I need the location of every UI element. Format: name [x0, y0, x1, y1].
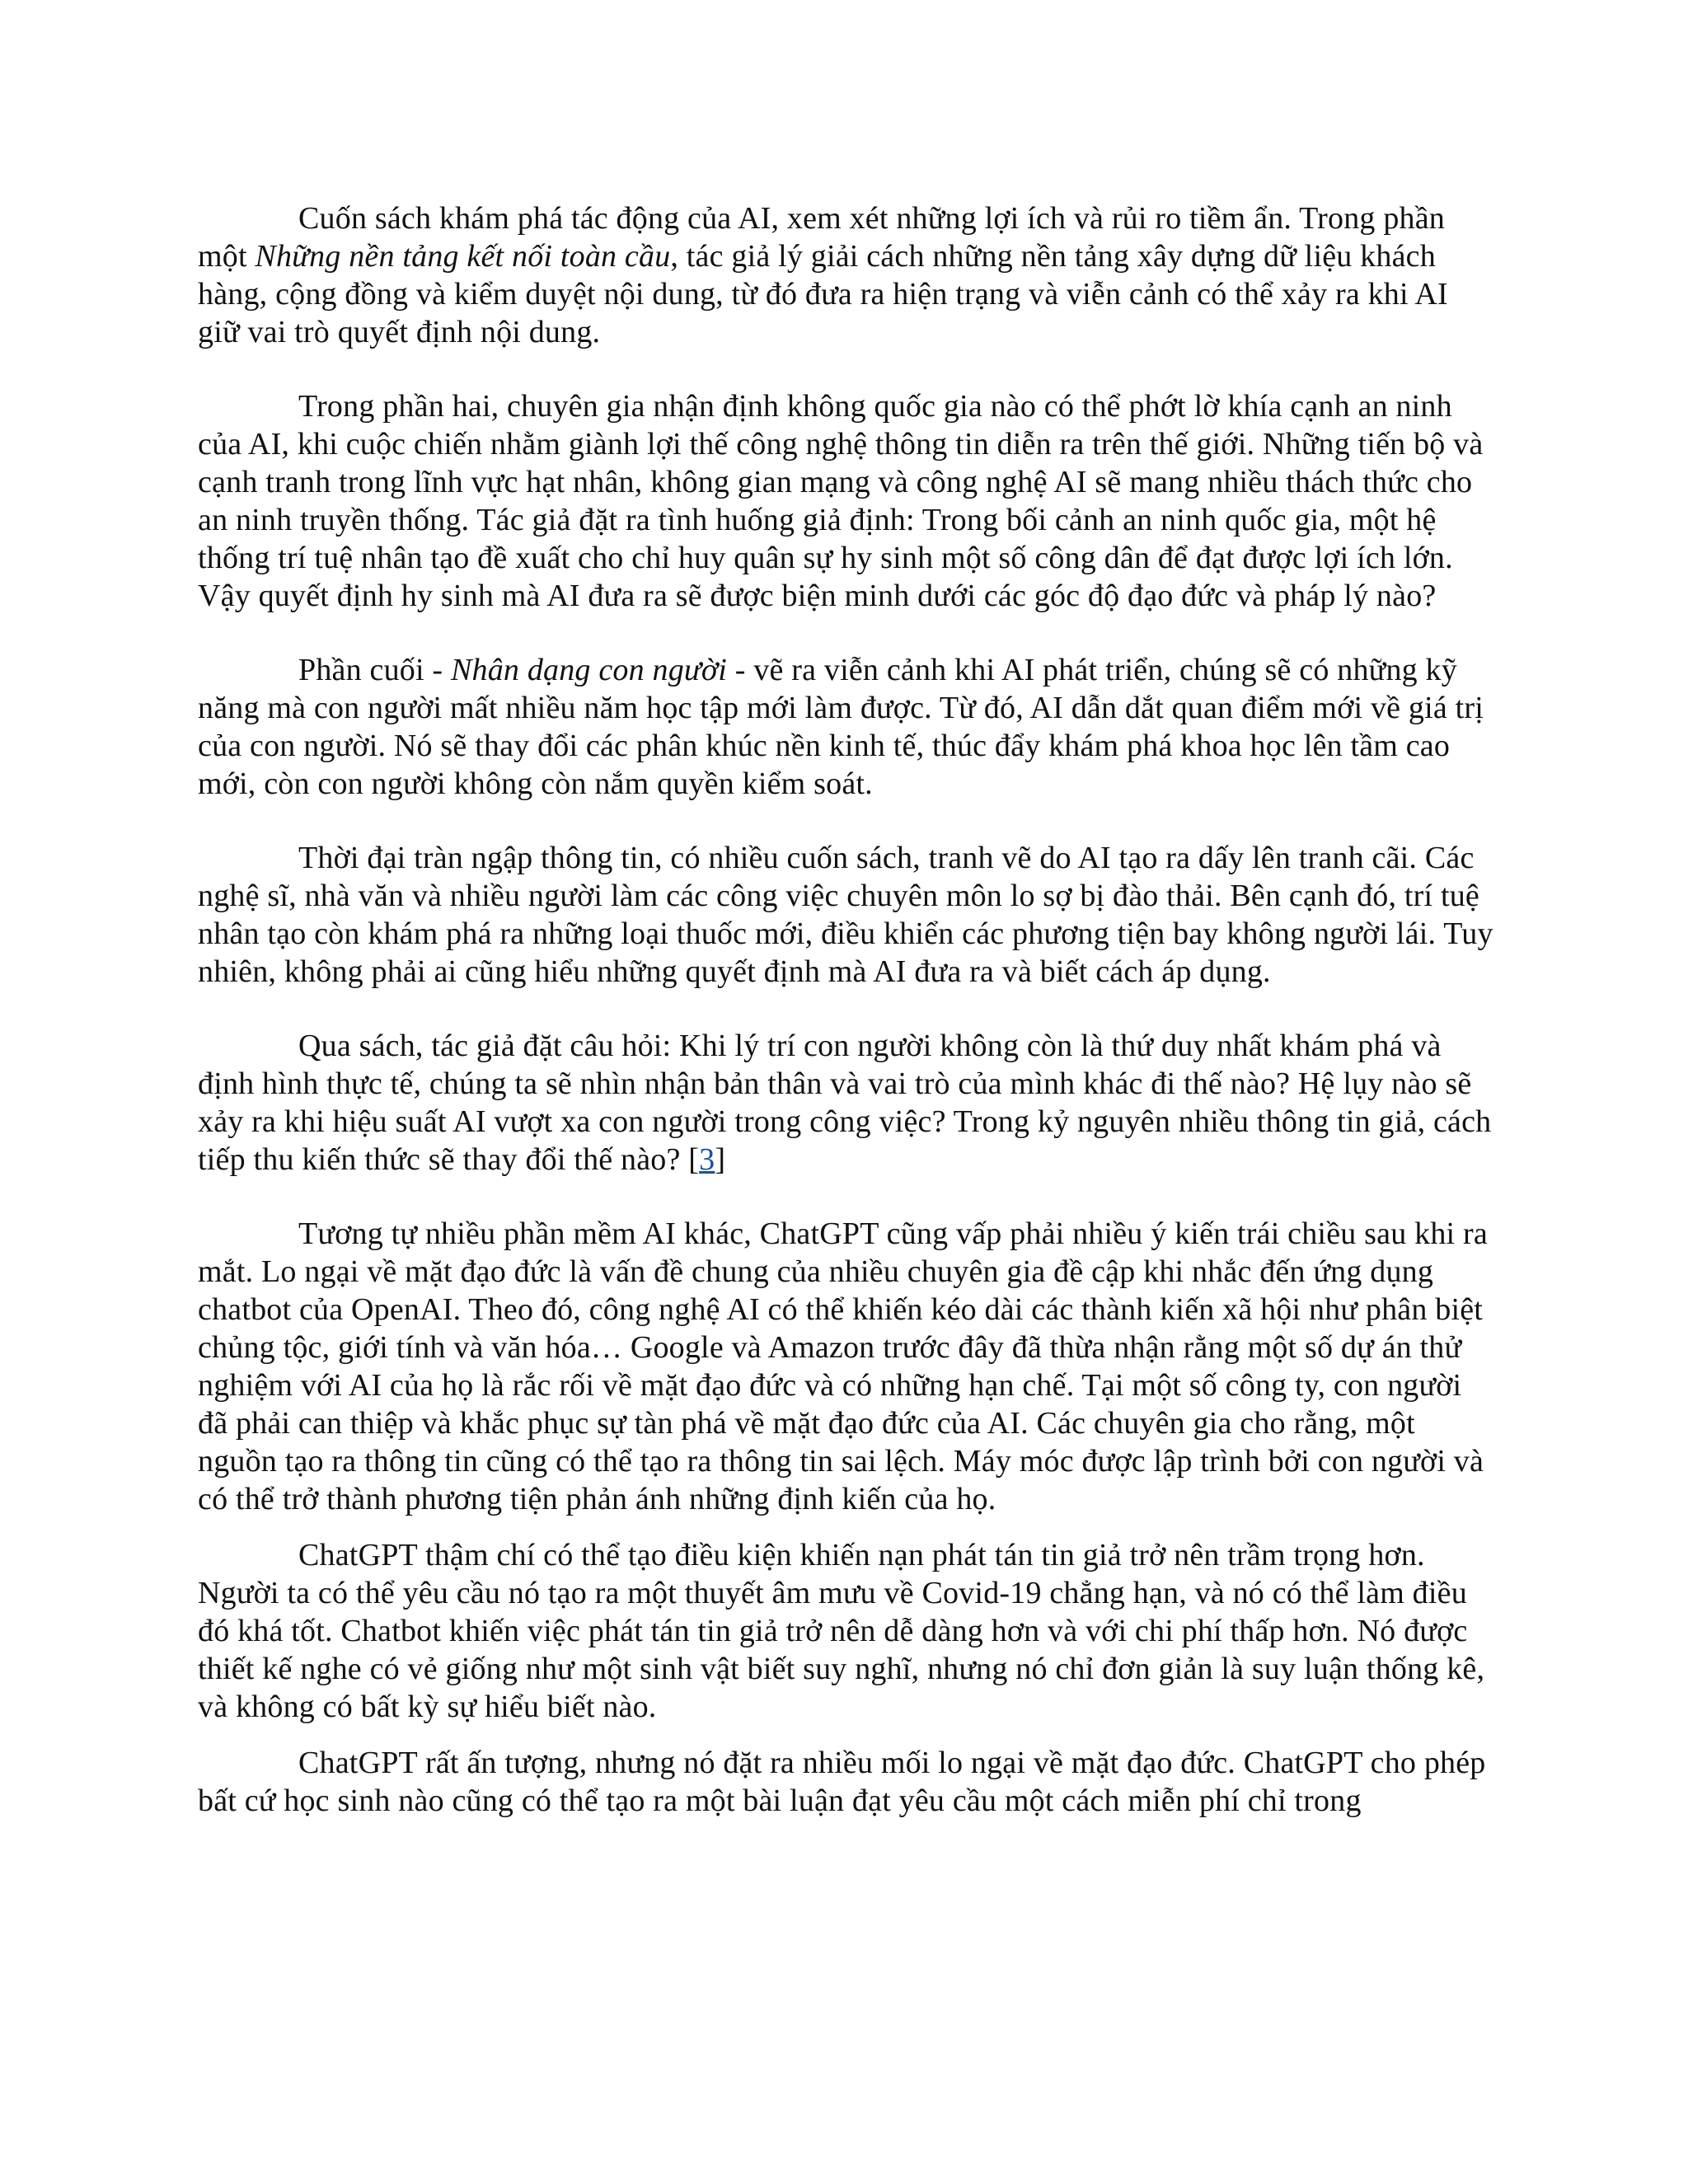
reference-link-3[interactable]: 3 [699, 1142, 715, 1177]
paragraph-8: ChatGPT rất ấn tượng, nhưng nó đặt ra nhiều mối lo ngại về mặt đạo đức. ChatGPT cho phép bất cứ học sinh nào cũng có thể tạo ra một bài luận đạt yêu cầu một cách miễn phí chỉ trong [198, 1746, 1486, 1818]
paragraph-4: Thời đại tràn ngập thông tin, có nhiều cuốn sách, tranh vẽ do AI tạo ra dấy lên tranh cãi. Các nghệ sĩ, nhà văn và nhiều người làm các công việc chuyên môn lo sợ bị đào thải. Bên cạnh đó, trí tuệ nhân tạo còn khám phá ra những loại thuốc mới, điều khiển các phương tiện bay không người lái. Tuy nhiên, không phải ai cũng hiểu những quyết định mà AI đưa ra và biết cách áp dụng. [198, 841, 1493, 989]
paragraph-7: ChatGPT thậm chí có thể tạo điều kiện khiến nạn phát tán tin giả trở nên trầm trọng hơn. Người ta có thể yêu cầu nó tạo ra một thuyết âm mưu về Covid-19 chẳng hạn, và nó có thể làm điều đó khá tốt. Chatbot khiến việc phát tán tin giả trở nên dễ dàng hơn và với chi phí thấp hơn. Nó được thiết kế nghe có vẻ giống như một sinh vật biết suy nghĩ, nhưng nó chỉ đơn giản là suy luận thống kê, và không có bất kỳ sự hiểu biết nào. [198, 1538, 1485, 1724]
book-part-three-title: Nhân dạng con người [450, 653, 728, 687]
paragraph-3 [198, 651, 1493, 803]
paragraph-1 [198, 199, 1493, 351]
document-body [198, 199, 1493, 1820]
paragraph-1-text-a: Cuốn sách khám phá tác động của AI, xem xét những lợi ích và rủi ro tiềm ẩn. Trong phần một [198, 201, 1446, 274]
paragraph-1-text-b: , tác giả lý giải cách những nền tảng xây dựng dữ liệu khách hàng, cộng đồng và kiểm duyệt nội dung, từ đó đưa ra hiện trạng và viễn cảnh có thể xảy ra khi AI giữ vai trò quyết định nội dung. [198, 239, 1448, 349]
paragraph-3-text-b: - vẽ ra viễn cảnh khi AI phát triển, chúng sẽ có những kỹ năng mà con người mất nhiều năm học tập mới làm được. Từ đó, AI dẫn dắt quan điểm mới về giá trị của con người. Nó sẽ thay đổi các phân khúc nền kinh tế, thúc đẩy khám phá khoa học lên tầm cao mới, còn con người không còn nắm quyền kiểm soát. [198, 653, 1484, 801]
paragraph-5-text-b: ] [715, 1142, 726, 1177]
paragraph-3-text-a: Phần cuối - [298, 653, 451, 687]
paragraph-5 [198, 1027, 1493, 1179]
paragraph-2: Trong phần hai, chuyên gia nhận định không quốc gia nào có thể phớt lờ khía cạnh an ninh của AI, khi cuộc chiến nhằm giành lợi thế công nghệ thông tin diễn ra trên thế giới. Những tiến bộ và cạnh tranh trong lĩnh vực hạt nhân, không gian mạng và công nghệ AI sẽ mang nhiều thách thức cho an ninh truyền thống. Tác giả đặt ra tình huống giả định: Trong bối cảnh an ninh quốc gia, một hệ thống trí tuệ nhân tạo đề xuất cho chỉ huy quân sự hy sinh một số công dân để đạt được lợi ích lớn. Vậy quyết định hy sinh mà AI đưa ra sẽ được biện minh dưới các góc độ đạo đức và pháp lý nào? [198, 389, 1484, 613]
paragraph-6: Tương tự nhiều phần mềm AI khác, ChatGPT cũng vấp phải nhiều ý kiến trái chiều sau khi ra mắt. Lo ngại về mặt đạo đức là vấn đề chung của nhiều chuyên gia đề cập khi nhắc đến ứng dụng chatbot của OpenAI. Theo đó, công nghệ AI có thể khiến kéo dài các thành kiến xã hội như phân biệt chủng tộc, giới tính và văn hóa… Google và Amazon trước đây đã thừa nhận rằng một số dự án thử nghiệm với AI của họ là rắc rối về mặt đạo đức và có những hạn chế. Tại một số công ty, con người đã phải can thiệp và khắc phục sự tàn phá về mặt đạo đức của AI. Các chuyên gia cho rằng, một nguồn tạo ra thông tin cũng có thể tạo ra thông tin sai lệch. Máy móc được lập trình bởi con người và có thể trở thành phương tiện phản ánh những định kiến của họ. [198, 1216, 1488, 1516]
paragraph-5-text-a: Qua sách, tác giả đặt câu hỏi: Khi lý trí con người không còn là thứ duy nhất khám phá và định hình thực tế, chúng ta sẽ nhìn nhận bản thân và vai trò của mình khác đi thế nào? Hệ lụy nào sẽ xảy ra khi hiệu suất AI vượt xa con người trong công việc? Trong kỷ nguyên nhiều thông tin giả, cách tiếp thu kiến thức sẽ thay đổi thế nào? [ [198, 1029, 1492, 1177]
book-part-one-title: Những nền tảng kết nối toàn cầu [255, 239, 671, 274]
